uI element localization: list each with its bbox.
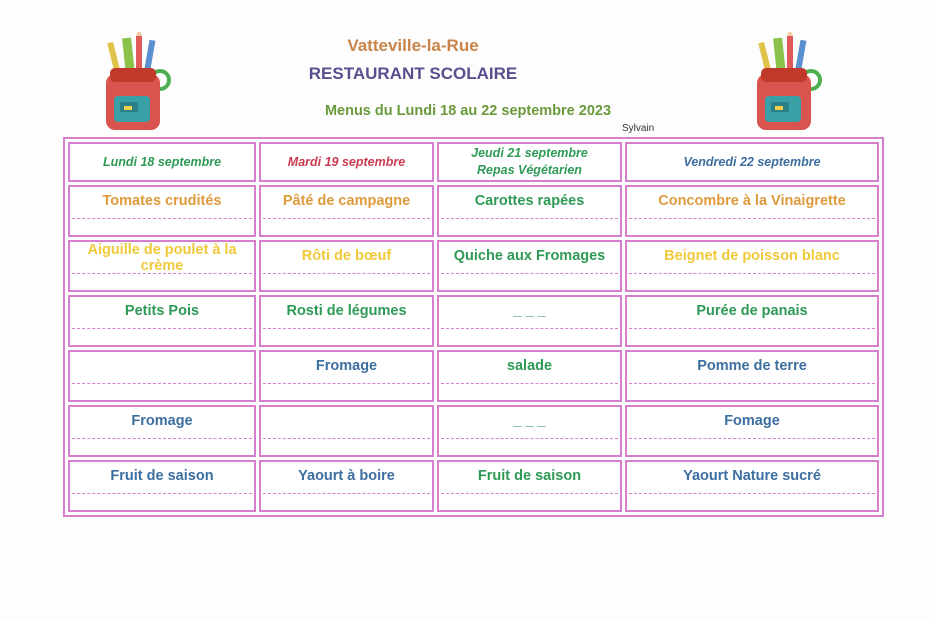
menu-cell: Concombre à la Vinaigrette bbox=[625, 185, 879, 237]
day-label: Vendredi 22 septembre bbox=[683, 154, 821, 169]
day-label: Mardi 19 septembre bbox=[287, 154, 406, 169]
menu-cell: Beignet de poisson blanc bbox=[625, 240, 879, 292]
menu-cell: Fromage bbox=[68, 405, 256, 457]
menu-row-cheese bbox=[68, 405, 879, 457]
menu-cell: Aiguille de poulet à la crème bbox=[68, 240, 256, 292]
day-label: Lundi 18 septembre bbox=[102, 154, 222, 169]
page-title: RESTAURANT SCOLAIRE bbox=[308, 64, 518, 83]
menu-cell: Purée de panais bbox=[625, 295, 879, 347]
menu-row-main bbox=[68, 240, 879, 292]
town-name: Vatteville-la-Rue bbox=[347, 36, 479, 55]
day-header-monday bbox=[68, 142, 256, 182]
menu-cell: Pâté de campagne bbox=[259, 185, 434, 237]
menu-cell: _ _ _ bbox=[437, 405, 622, 457]
menu-cell: Fruit de saison bbox=[68, 460, 256, 512]
menu-row-side bbox=[68, 295, 879, 347]
menu-row-extra bbox=[68, 350, 879, 402]
menu-table bbox=[63, 137, 884, 517]
menu-row-dessert bbox=[68, 460, 879, 512]
menu-cell: Petits Pois bbox=[68, 295, 256, 347]
day-header-row bbox=[68, 142, 879, 182]
menu-cell: Pomme de terre bbox=[625, 350, 879, 402]
menu-cell: Fromage bbox=[259, 350, 434, 402]
day-header-thursday bbox=[437, 142, 622, 182]
day-header-tuesday bbox=[259, 142, 434, 182]
menu-cell: Rosti de légumes bbox=[259, 295, 434, 347]
author-note: Sylvain bbox=[622, 123, 655, 134]
menu-cell: Quiche aux Fromages bbox=[437, 240, 622, 292]
menu-cell: salade bbox=[437, 350, 622, 402]
menu-cell: Rôti de bœuf bbox=[259, 240, 434, 292]
menu-row-starter bbox=[68, 185, 879, 237]
menu-cell: Fomage bbox=[625, 405, 879, 457]
menu-cell: Carottes rapées bbox=[437, 185, 622, 237]
vegetarian-note: Repas Végétarien bbox=[477, 163, 582, 177]
day-label: Jeudi 21 septembre bbox=[471, 146, 588, 160]
menu-cell: _ _ _ bbox=[437, 295, 622, 347]
week-subtitle: Menus du Lundi 18 au 22 septembre 2023 bbox=[324, 103, 612, 119]
day-header-friday bbox=[625, 142, 879, 182]
menu-cell: Fruit de saison bbox=[437, 460, 622, 512]
menu-cell bbox=[259, 405, 434, 457]
menu-cell: Tomates crudités bbox=[68, 185, 256, 237]
menu-cell: Yaourt Nature sucré bbox=[625, 460, 879, 512]
menu-cell bbox=[68, 350, 256, 402]
menu-cell: Yaourt à boire bbox=[259, 460, 434, 512]
